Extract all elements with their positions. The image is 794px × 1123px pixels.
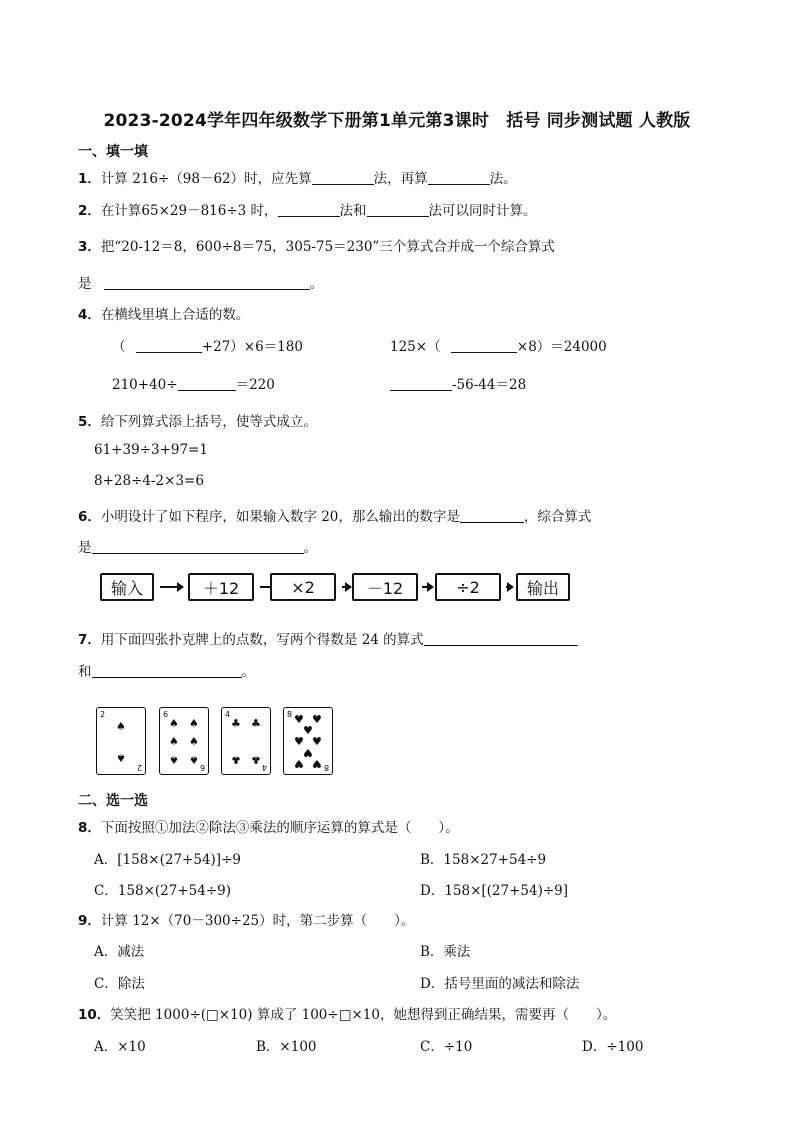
heart-icon: ♥ <box>312 757 322 770</box>
question-number: 1． <box>78 171 101 187</box>
equation-5b: 8+28÷4-2×3=6 <box>94 473 204 489</box>
question-8 <box>78 816 459 836</box>
answer-blank[interactable] <box>428 170 490 185</box>
card-rank: 2 <box>100 710 106 719</box>
card-rank: 6 <box>199 763 205 772</box>
flow-box-subtract: －12 <box>352 573 418 601</box>
question-text: 给下列算式添上括号，使等式成立。 <box>100 414 317 430</box>
arrow-right-icon <box>160 586 182 588</box>
flow-box-output: 输出 <box>516 573 570 601</box>
question-text: 法，再算 <box>373 171 428 187</box>
card-rank: 2 <box>136 763 142 772</box>
question-text: 用下面四张扑克牌上的点数，写两个得数是 24 的算式 <box>100 632 424 648</box>
playing-card-8 <box>283 707 333 775</box>
question-6 <box>78 505 591 525</box>
option-9a[interactable]: A．减法 <box>94 944 145 960</box>
flow-box-input: 输入 <box>100 573 154 601</box>
answer-blank[interactable] <box>92 539 304 554</box>
question-text: 在计算65×29－816÷3 时， <box>100 203 278 219</box>
option-10c[interactable]: C．÷10 <box>420 1039 473 1055</box>
answer-blank[interactable] <box>460 508 524 523</box>
equation-text: 210+40÷ <box>112 377 178 393</box>
equation-text: -56-44＝28 <box>452 377 527 393</box>
question-text: 下面按照①加法②除法③乘法的顺序运算的算式是（ ）。 <box>100 820 459 836</box>
question-text: 和 <box>78 664 92 680</box>
question-text: 计算 216÷（98－62）时，应先算 <box>100 171 312 187</box>
heart-icon: ♥ <box>312 735 322 748</box>
equation-text: +27）×6＝180 <box>201 339 303 355</box>
spade-icon: ♠ <box>189 753 199 766</box>
question-7-answer-line <box>78 660 255 680</box>
question-3-answer-line <box>78 272 323 292</box>
question-text: 计算 12×（70－300÷25）时，第二步算（ ）。 <box>100 913 415 929</box>
playing-card-2 <box>96 707 146 775</box>
equation-5a: 61+39÷3+97=1 <box>94 442 208 458</box>
club-icon: ♣ <box>251 753 261 766</box>
playing-card-6 <box>159 707 209 775</box>
question-number: 2． <box>78 203 101 219</box>
equation-4a <box>112 335 303 355</box>
equation-4d <box>390 373 526 393</box>
question-text: ，综合算式 <box>523 509 592 525</box>
equation-text: 125×（ <box>390 339 441 355</box>
equation-4c <box>112 373 275 393</box>
spade-icon: ♠ <box>189 717 199 730</box>
page-title: 2023-2024学年四年级数学下册第1单元第3课时 括号 同步测试题 人教版 <box>103 111 691 131</box>
question-text: 法和 <box>339 203 367 219</box>
section-fill-heading: 一、填一填 <box>78 144 148 160</box>
question-text: 。 <box>241 664 255 680</box>
question-text: 在横线里填上合适的数。 <box>100 307 250 323</box>
question-text: 法。 <box>489 171 517 187</box>
question-number: 10． <box>78 1007 111 1023</box>
answer-blank[interactable] <box>390 376 452 391</box>
option-10b[interactable]: B．×100 <box>256 1039 317 1055</box>
answer-blank[interactable] <box>178 376 236 391</box>
answer-blank[interactable] <box>92 663 242 678</box>
option-9d[interactable]: D．括号里面的减法和除法 <box>420 976 580 992</box>
heart-icon: ♥ <box>294 735 304 748</box>
answer-blank[interactable] <box>424 631 578 646</box>
equation-text: （ <box>112 339 126 355</box>
club-icon: ♣ <box>231 717 241 730</box>
question-text: 笑笑把 1000÷(□×10) 算成了 100÷□×10，她想得到正确结果，需要再（ ）。 <box>110 1007 617 1023</box>
card-rank: 8 <box>323 763 329 772</box>
question-number: 7． <box>78 632 101 648</box>
question-number: 8． <box>78 820 101 836</box>
heart-icon: ♥ <box>294 757 304 770</box>
heart-icon: ♥ <box>303 746 313 759</box>
equation-text: ＝220 <box>235 377 275 393</box>
spade-icon: ♠ <box>116 751 126 764</box>
question-5 <box>78 410 317 430</box>
spade-icon: ♠ <box>116 720 126 733</box>
card-rank: 4 <box>225 710 231 719</box>
option-8b[interactable]: B．158×27+54÷9 <box>420 852 547 868</box>
card-rank: 8 <box>287 710 293 719</box>
spade-icon: ♠ <box>169 735 179 748</box>
flow-box-multiply: ×2 <box>270 573 336 601</box>
arrow-right-icon <box>422 586 432 588</box>
card-rank: 4 <box>261 763 267 772</box>
card-rank: 6 <box>163 710 169 719</box>
option-10a[interactable]: A．×10 <box>94 1039 146 1055</box>
option-9b[interactable]: B．乘法 <box>420 944 471 960</box>
question-number: 9． <box>78 913 101 929</box>
question-1 <box>78 167 517 187</box>
question-9 <box>78 909 414 929</box>
question-text: 小明设计了如下程序，如果输入数字 20，那么输出的数字是 <box>100 509 460 525</box>
answer-blank[interactable] <box>278 202 340 217</box>
question-2 <box>78 199 537 219</box>
question-text: 。 <box>309 276 324 292</box>
answer-blank[interactable] <box>367 202 429 217</box>
heart-icon: ♥ <box>303 724 313 737</box>
answer-blank[interactable] <box>136 338 202 353</box>
question-text: 法可以同时计算。 <box>428 203 537 219</box>
question-number: 3． <box>78 239 101 255</box>
question-number: 6． <box>78 509 101 525</box>
playing-card-4 <box>221 707 271 775</box>
arrow-right-icon <box>342 586 350 588</box>
equation-4b <box>390 335 607 355</box>
flow-box-add: ＋12 <box>188 573 254 601</box>
option-9c[interactable]: C．除法 <box>94 976 145 992</box>
option-8d[interactable]: D．158×[(27+54)÷9] <box>420 883 569 899</box>
heart-icon: ♥ <box>312 713 322 726</box>
section-choose-heading: 二、选一选 <box>78 793 148 809</box>
option-10d[interactable]: D．÷100 <box>582 1039 644 1055</box>
question-10 <box>78 1003 616 1023</box>
option-8a[interactable]: A．[158×(27+54)]÷9 <box>94 852 241 868</box>
question-number: 5． <box>78 414 101 430</box>
spade-icon: ♠ <box>189 735 199 748</box>
spade-icon: ♠ <box>169 717 179 730</box>
club-icon: ♣ <box>231 753 241 766</box>
arrow-right-icon <box>506 586 512 588</box>
club-icon: ♣ <box>251 717 261 730</box>
answer-blank[interactable] <box>451 338 517 353</box>
flow-box-divide: ÷2 <box>435 573 501 601</box>
question-6-answer-line <box>78 536 317 556</box>
playing-cards <box>96 707 336 777</box>
question-3 <box>78 235 555 255</box>
spade-icon: ♠ <box>169 753 179 766</box>
equation-text: ×8）＝24000 <box>516 339 607 355</box>
program-flowchart <box>100 573 580 605</box>
question-text: 。 <box>303 540 317 556</box>
question-number: 4． <box>78 307 101 323</box>
heart-icon: ♥ <box>294 713 304 726</box>
question-7 <box>78 628 578 648</box>
answer-blank[interactable] <box>104 275 310 290</box>
question-text: 是 <box>78 540 92 556</box>
question-4 <box>78 303 249 323</box>
option-8c[interactable]: C．158×(27+54÷9) <box>94 883 232 899</box>
answer-blank[interactable] <box>312 170 374 185</box>
question-text: 是 <box>78 276 92 292</box>
question-text: 把“20-12＝8，600÷8＝75，305-75＝230”三个算式合并成一个综合算式 <box>100 239 555 255</box>
